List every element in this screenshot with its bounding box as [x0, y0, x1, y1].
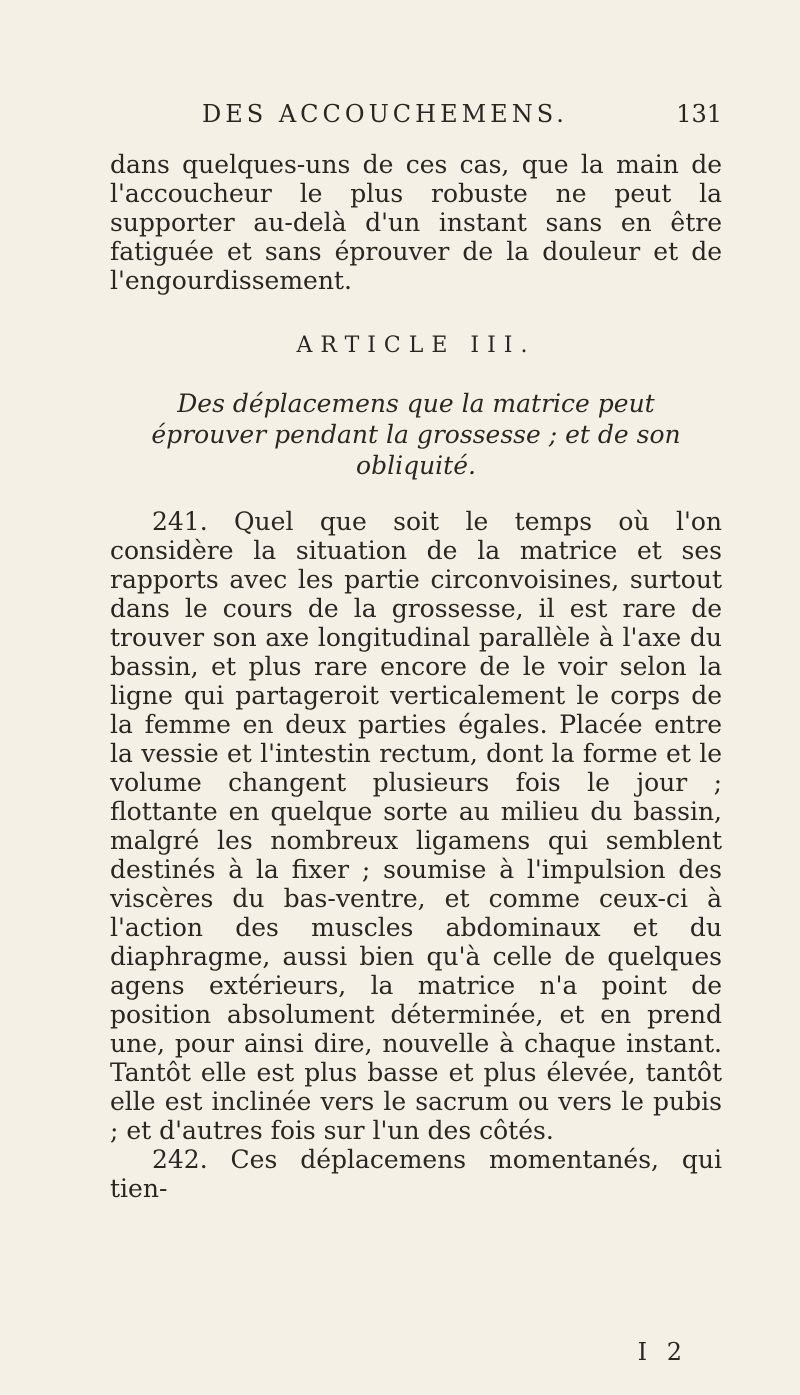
- intro-paragraph: dans quelques-uns de ces cas, que la main de l'accoucheur le plus robuste ne peut la supporter au-delà d'un instant sans en être fatiguée et sans éprouver de la douleur et de l'engourdissement.: [110, 150, 722, 295]
- paragraph-242: 242. Ces déplacemens momentanés, qui tien-: [110, 1145, 722, 1203]
- running-head: DES ACCOUCHEMENS.: [202, 100, 568, 128]
- paragraph-241: 241. Quel que soit le temps où l'on considère la situation de la matrice et ses rapports avec les partie circonvoisines, surtout dans le cours de la grossesse, il est rare de trouver son axe longitudinal parallèle à l'axe du bassin, et plus rare encore de le voir selon la ligne qui partageroit verticalement le corps de la femme en deux parties égales. Placée entre la vessie et l'intestin rectum, dont la forme et le volume changent plusieurs fois le jour ; flottante en quelque sorte au milieu du bassin, malgré les nombreux ligamens qui semblent destinés à la fixer ; soumise à l'impulsion des viscères du bas-ventre, et comme ceux-ci à l'action des muscles abdominaux et du diaphragme, aussi bien qu'à celle de quelques agens extérieurs, la matrice n'a point de position absolument déterminée, et en prend une, pour ainsi dire, nouvelle à chaque instant. Tantôt elle est plus basse et plus élevée, tantôt elle est inclinée vers le sacrum ou vers le pubis ; et d'autres fois sur l'un des côtés.: [110, 507, 722, 1145]
- page-number: 131: [676, 100, 722, 128]
- section-title: Des déplacemens que la matrice peut éprouver pendant la grossesse ; et de son obliquité.: [151, 389, 681, 480]
- article-heading: ARTICLE III.: [296, 333, 536, 358]
- page-header: [110, 100, 722, 140]
- signature-mark: I 2: [637, 1338, 688, 1366]
